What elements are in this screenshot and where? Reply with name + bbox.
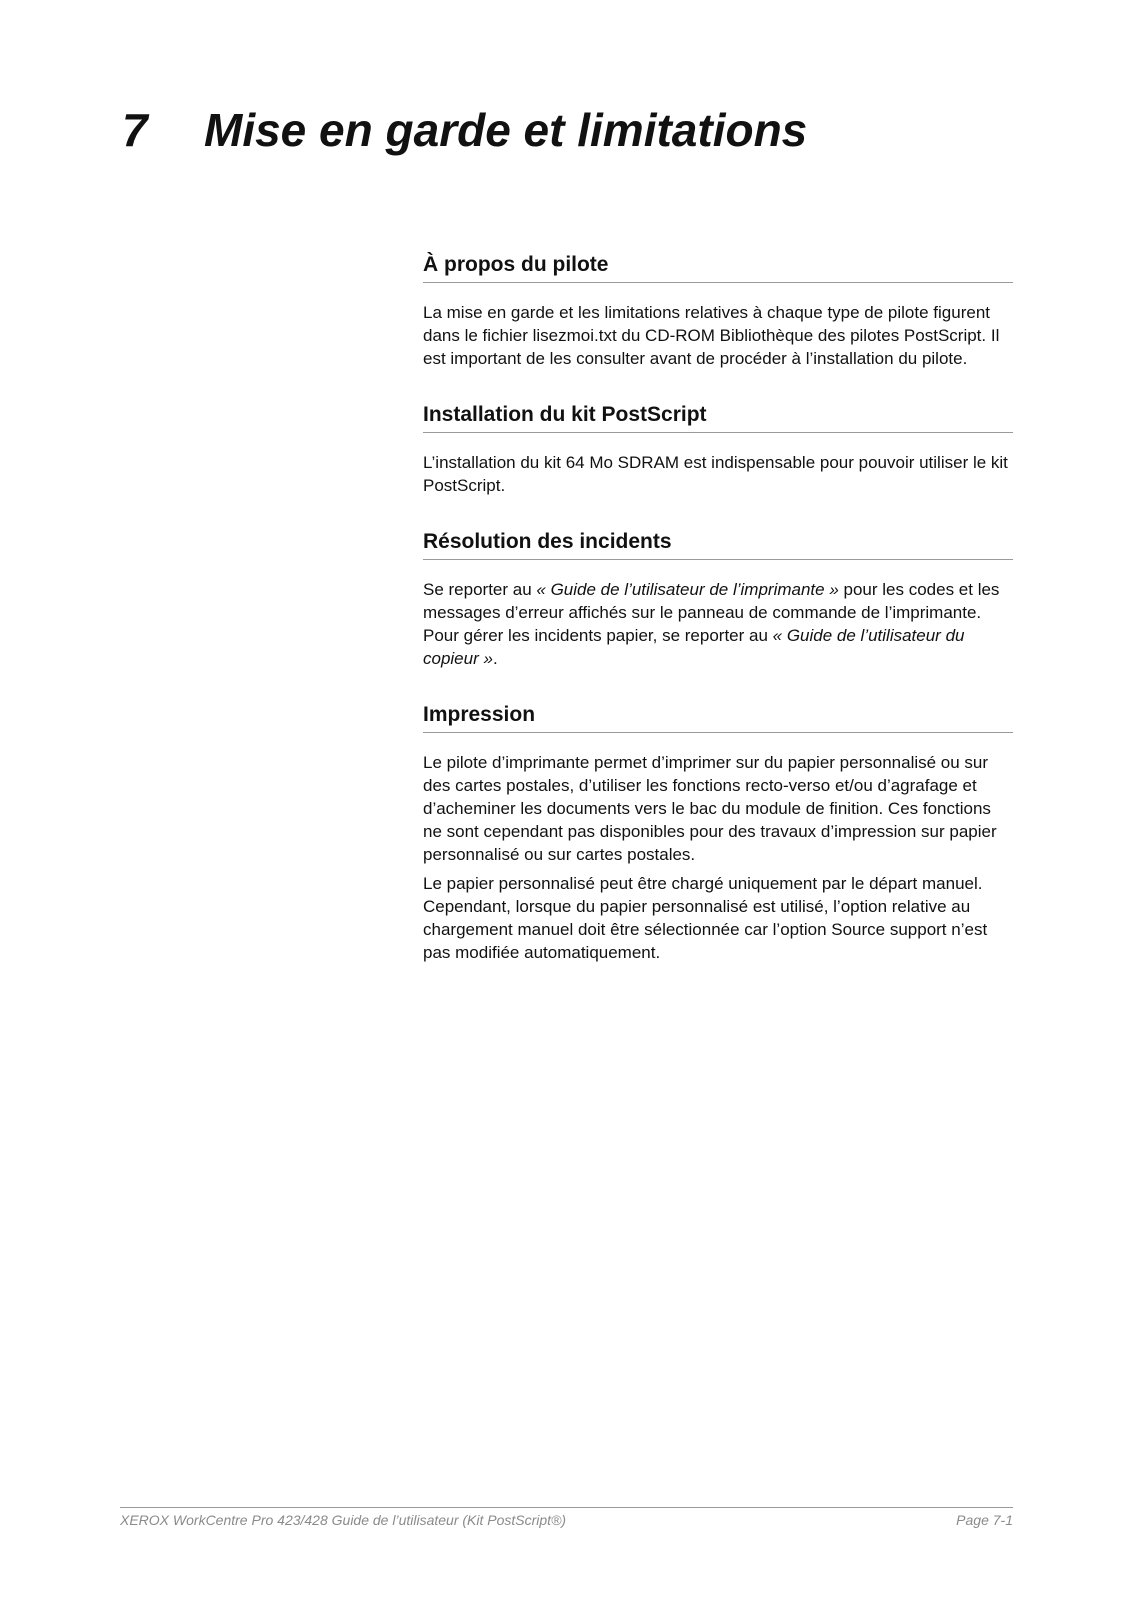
footer-document-title: XEROX WorkCentre Pro 423/428 Guide de l’utilisateur (Kit PostScript®) [120,1512,567,1528]
page-footer [120,1507,1013,1529]
paragraph: La mise en garde et les limitations relatives à chaque type de pilote figurent dans le fichier lisezmoi.txt du CD-ROM Bibliothèque des pilotes PostScript. Il est important de les consulter avant de procéder à l’installation du pilote. [423,303,1000,368]
chapter-number: 7 [122,104,148,156]
footer-page-number: Page 7-1 [956,1512,1013,1528]
printer-guide-reference: « Guide de l’utilisateur de l’imprimante » [536,580,839,599]
paragraph: L’installation du kit 64 Mo SDRAM est indispensable pour pouvoir utiliser le kit PostScript. [423,453,1008,495]
text-run: Se reporter au [423,580,537,599]
section-kit-installation [423,400,1013,497]
chapter-title [122,100,807,160]
section-about-driver [423,250,1013,370]
paragraph: Le pilote d’imprimante permet d’imprimer sur du papier personnalisé ou sur des cartes postales, d’utiliser les fonctions recto-verso et/ou d’agrafage et d’acheminer les documents vers le bac du module de finition. Ces fonctions ne sont cependant pas disponibles pour des travaux d’impression sur papier personnalisé ou sur cartes postales. [423,753,997,864]
text-run: . [492,649,498,668]
copier-guide-reference: « Guide de l’utilisateur du copieur » [423,626,965,668]
section-heading: Installation du kit PostScript [423,400,1013,433]
section-printing [423,700,1013,964]
text-run: pour les codes et les messages d’erreur affichés sur le panneau de commande de l’imprimante. Pour gérer les incidents papier, se reporter au [423,580,1000,645]
section-heading: Résolution des incidents [423,527,1013,560]
section-troubleshooting [423,527,1013,670]
paragraph: Le papier personnalisé peut être chargé uniquement par le départ manuel. Cependant, lorsque du papier personnalisé est utilisé, l’option relative au chargement manuel doit être sélectionnée car l’option Source support n’est pas modifiée automatiquement. [423,874,988,962]
chapter-title-text: Mise en garde et limitations [204,104,808,156]
paragraph [423,578,1013,670]
section-heading: À propos du pilote [423,250,1013,283]
section-heading: Impression [423,700,1013,733]
main-content [423,250,1013,994]
